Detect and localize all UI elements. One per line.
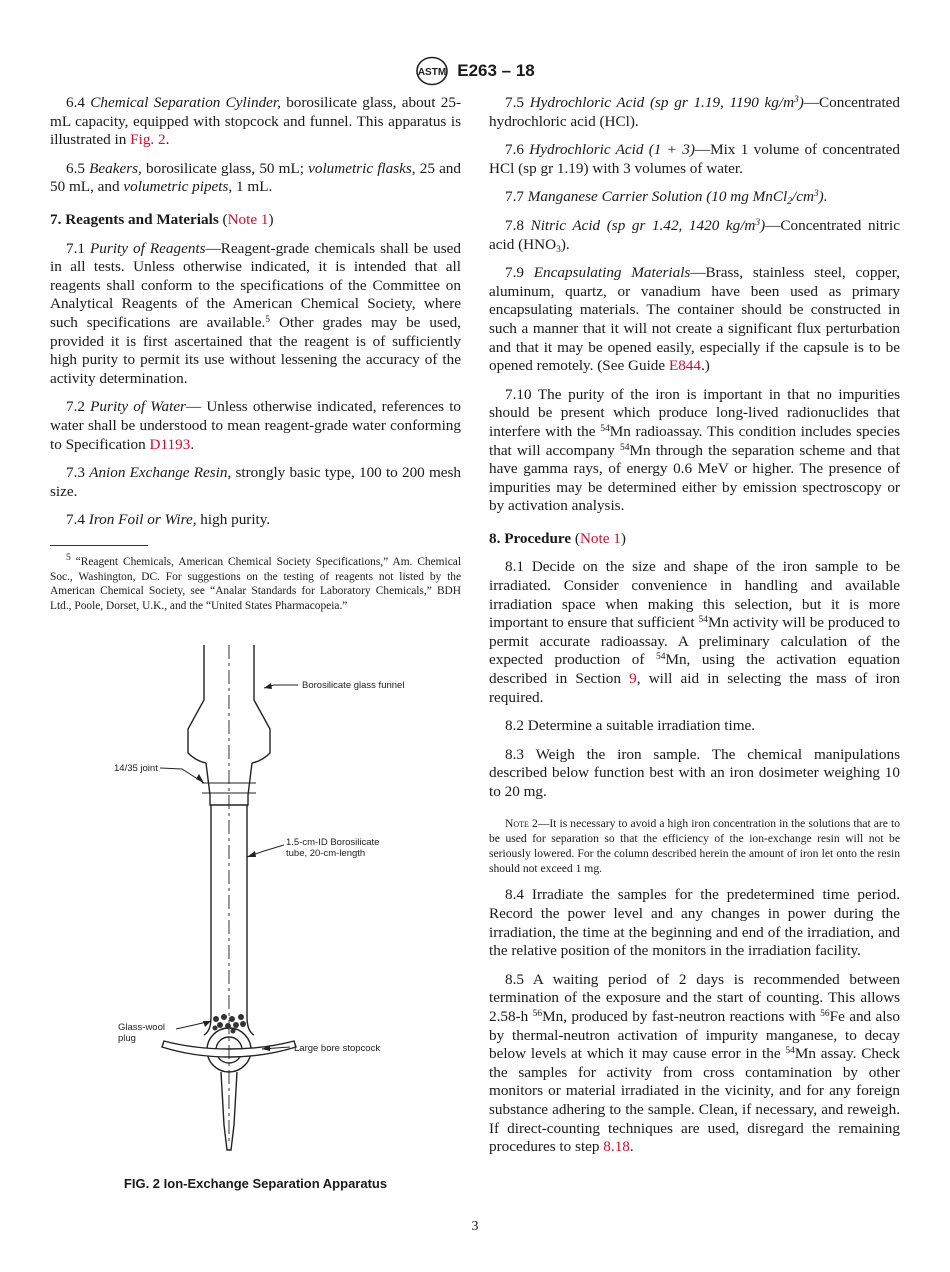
section-7-6: 7.6 Hydrochloric Acid (1 + 3)—Mix 1 volume of concentrated HCl (sp gr 1.19) with 3 volumes of water.: [489, 141, 900, 177]
standard-code: E263 – 18: [457, 61, 535, 80]
section-8-1: 8.1 Decide on the size and shape of the iron sample to be irradiated. Consider convenience in handling and available irradiation space when making this selection, but it is more important to ensure that sufficient $^{54}$Mn activity will be produced to permit accurate radioassay. A preliminary calculation of the expected production of $^{54}$Mn, using the activation equation described in Section 9, will aid in selecting the mass of iron required.: [489, 558, 901, 706]
section-8-5: 8.5 A waiting period of 2 days is recommended between termination of the exposure and the start of counting. This allows 2.58-h $^{56}$Mn, produced by fast-neutron reactions with $^{56}$Fe and also by thermal-neutron activation of impurity manganese, to decay below levels at which it may cause error in the $^{54}$Mn assay. Check the samples for activity from cross contamination by other monitors or material irradiated in the vicinity, and for any foreign substance adhering to the sample. Clean, if necessary, and reweigh. If direct-counting techniques are used, disregard the remaining procedures to step 8.18.: [489, 970, 900, 1156]
footnote-divider: [50, 545, 148, 546]
ion-exchange-apparatus-figure: [114, 645, 404, 1170]
section-7-3: 7.3 Anion Exchange Resin, strongly basic type, 100 to 200 mesh size.: [50, 464, 462, 500]
step-8-18-link[interactable]: 8.18: [603, 1138, 630, 1156]
funnel-label: Borosilicate glass funnel: [302, 680, 404, 691]
section-7-8: 7.8 Nitric Acid (sp gr 1.42, 1420 $kg/m^3)—Concentrated$ nitric acid $(HNO_3)$.: [489, 216, 901, 255]
e844-link[interactable]: E844: [668, 357, 701, 375]
funnel-right-wall: [252, 645, 270, 763]
note-2: Note 2—It is necessary to avoid a high iron concentration in the solutions that are to be used for separation so that the efficiency of the ion-exchange resin will not be seriously lowered. For the column described herein the amount of iron let onto the resin should not exceed 1 mg.: [489, 816, 900, 876]
left-column: [50, 94, 461, 540]
figure-caption: FIG. 2 Ion-Exchange Separation Apparatus: [123, 1176, 388, 1191]
astm-logo-icon: [415, 56, 449, 86]
section-8-4: 8.4 Irradiate the samples for the predetermined time period. Record the power level and any changes in power during the irradiation, the time at the beginning and end of the irradiation, and the relative position of the monitors in the irradiation facility.: [489, 886, 900, 960]
section-7-9: 7.9 Encapsulating Materials—Brass, stainless steel, copper, aluminum, quartz, or vanadium have been used as primary encapsulating materials. The container should be constructed in such a manner that it will not create a significant flux perturbation and that it may be opened easily, especially if the capsule is to be opened remotely. (See Guide E844.): [489, 264, 900, 375]
section-7-5: 7.5 Hydrochloric Acid (sp gr 1.19, 1190 $kg/m^3)—Concentrated$ hydrochloric acid (HCl).: [489, 94, 900, 130]
tube-label-line-1: 1.5-cm-ID Borosilicate: [286, 837, 380, 848]
section-9-link[interactable]: 9: [629, 670, 637, 688]
tube-label-line-2: tube, 20-cm-length: [286, 848, 366, 859]
section-7-4: 7.4 Iron Foil or Wire, high purity.: [66, 511, 271, 529]
section-7-1: 7.1 Purity of Reagents—Reagent-grade chemicals shall be used in all tests. Unless otherwise indicated, it is intended that all reagents shall conform to the specifications of the Committee on Analytical Reagents of the American Chemical Society, where such specifications are available.$^5$ Other grades may be used, provided it is first ascertained that the reagent is of sufficiently high purity to permit its use without lessening the accuracy of the activity determination.: [50, 239, 462, 387]
d1193-link[interactable]: D1193: [149, 435, 191, 453]
svg-text:ASTM: ASTM: [418, 67, 447, 78]
page-header: [0, 56, 950, 86]
note-1-link-procedure[interactable]: Note 1: [579, 529, 621, 547]
glass-wool-label-line-1: Glass-wool: [118, 1022, 165, 1033]
glass-wool-label-line-2: plug: [118, 1033, 136, 1044]
section-7-7: 7.7 Manganese Carrier Solution (10 mg $MnCl_2/cm^3$).: [505, 188, 828, 208]
section-6-4: 6.4 Chemical Separation Cylinder, borosilicate glass, about 25-mL capacity, equipped with stopcock and funnel. This apparatus is illustrated in Fig. 2.: [50, 94, 462, 149]
stopcock-label: Large bore stopcock: [294, 1043, 381, 1054]
joint-label: 14/35 joint: [114, 763, 158, 774]
section-7-heading: 7. Reagents and Materials (Note 1): [50, 210, 274, 228]
fig-2-link[interactable]: Fig. 2: [130, 131, 166, 149]
section-6-5: 6.5 Beakers, borosilicate glass, 50 mL; volumetric flasks, 25 and 50 mL, and volumetric pipets, 1 mL.: [50, 159, 461, 196]
section-8-3: 8.3 Weigh the iron sample. The chemical manipulations described below function best with an iron dosimeter weighing 10 to 20 mg.: [489, 745, 900, 800]
section-7-10: 7.10 The purity of the iron is important in that no impurities should be present which produce long-lived radionuclides that interfere with the $^{54}$Mn radioassay. This condition includes species that will accompany $^{54}$Mn through the separation scheme and that have gamma rays, of energy 0.6 MeV or higher. The presence of impurities may be determined either by emission spectroscopy or by activation analysis.: [489, 385, 901, 515]
funnel-left-wall: [188, 645, 206, 763]
section-8-heading: 8. Procedure (Note 1): [489, 529, 626, 547]
section-7-2: 7.2 Purity of Water— Unless otherwise indicated, references to water shall be understood to mean reagent-grade water conforming to Specification D1193.: [50, 398, 462, 453]
section-8-2: 8.2 Determine a suitable irradiation time.: [505, 717, 756, 735]
right-column: [489, 94, 900, 1167]
note-1-link[interactable]: Note 1: [227, 210, 269, 228]
footnote-5: $^5$ “Reagent Chemicals, American Chemical Society Specifications,” Am. Chemical Soc., Washington, DC. For suggestions on the testing of reagents not listed by the American Chemical Society, see “Analar Standards for Laboratory Chemicals,” BDH Ltd., Poole, Dorset, U.K., and the “United States Pharmacopeia.”: [50, 553, 461, 612]
page-number: 3: [471, 1219, 479, 1234]
